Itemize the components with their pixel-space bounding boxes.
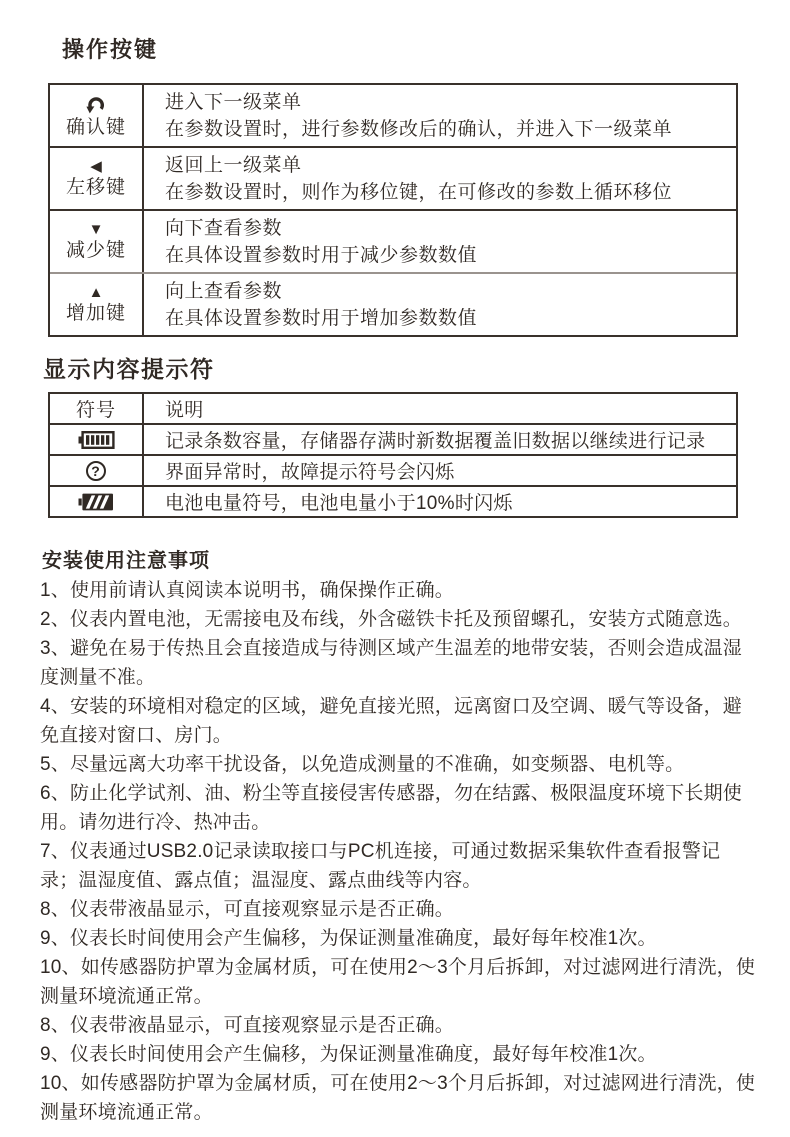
key-description-line: 向上查看参数 [165, 280, 283, 302]
symbol-header-cell: 符号 [50, 394, 144, 423]
description-header-cell: 说明 [165, 400, 204, 421]
note-item: 8、仪表带液晶显示，可直接观察显示是否正确。 [40, 899, 454, 920]
section-title-installation-notes: 安装使用注意事项 [42, 550, 210, 572]
table-row [50, 85, 736, 146]
note-item: 9、仪表长时间使用会产生偏移，为保证测量准确度，最好每年校准1次。 [40, 1044, 657, 1065]
note-item: 8、仪表带液晶显示，可直接观察显示是否正确。 [40, 1015, 454, 1036]
note-item: 10、如传感器防护罩为金属材质，可在使用2～3个月后拆卸，对过滤网进行清洗，使测量环境流通正常。 [40, 1073, 756, 1123]
table-row [50, 423, 736, 454]
up-triangle-icon: ▲ [88, 283, 104, 301]
key-description-line: 向下查看参数 [165, 217, 283, 239]
key-description-cell [144, 85, 736, 146]
table-row [50, 146, 736, 209]
section-title-display-indicators: 显示内容提示符 [43, 356, 215, 382]
note-item: 7、仪表通过USB2.0记录读取接口与PC机连接，可通过数据采集软件查看报警记录；温湿度值、露点值；温湿度、露点曲线等内容。 [40, 841, 721, 891]
key-description-line: 进入下一级菜单 [165, 91, 302, 113]
section-title-operation-keys: 操作按键 [62, 37, 159, 62]
table-row [50, 209, 736, 272]
key-description-cell [144, 274, 736, 335]
fault-question-icon: ? [86, 461, 106, 481]
key-symbol-cell [50, 274, 144, 335]
key-symbol-cell [50, 211, 144, 272]
key-description-line: 在具体设置参数时用于增加参数数值 [165, 307, 478, 329]
note-item: 1、使用前请认真阅读本说明书，确保操作正确。 [40, 580, 454, 601]
note-item: 10、如传感器防护罩为金属材质，可在使用2～3个月后拆卸，对过滤网进行清洗，使测量环境流通正常。 [40, 957, 756, 1007]
key-label: 增加键 [65, 302, 126, 324]
table-row [50, 485, 736, 516]
note-item: 5、尽量远离大功率干扰设备，以免造成测量的不准确，如变频器、电机等。 [40, 754, 685, 775]
display-indicators-table [48, 392, 738, 518]
table-row [50, 272, 736, 335]
key-description-line: 在具体设置参数时用于减少参数数值 [165, 244, 478, 266]
key-description-line: 在参数设置时，进行参数修改后的确认，并进入下一级菜单 [165, 118, 673, 140]
key-label: 确认键 [65, 116, 126, 138]
key-symbol-cell [50, 148, 144, 209]
key-description-line: 返回上一级菜单 [165, 154, 302, 176]
note-item: 3、避免在易于传热且会直接造成与待测区域产生温差的地带安装，否则会造成温湿度测量不准。 [40, 638, 742, 688]
key-symbol-cell [50, 85, 144, 146]
key-description-line: 在参数设置时，则作为移位键，在可修改的参数上循环移位 [165, 181, 673, 203]
left-triangle-icon: ◀ [90, 157, 102, 175]
indicator-symbol-cell [50, 487, 144, 516]
indicator-description: 电池电量符号，电池电量小于10%时闪烁 [165, 493, 513, 514]
rotate-arrow-icon [84, 93, 108, 115]
indicator-description: 界面异常时，故障提示符号会闪烁 [165, 462, 455, 483]
table-header-row [50, 394, 736, 423]
table-row [50, 454, 736, 485]
note-item: 6、防止化学试剂、油、粉尘等直接侵害传感器，勿在结露、极限温度环境下长期使用。请勿进行冷、热冲击。 [40, 783, 742, 833]
indicator-symbol-cell [50, 456, 144, 485]
indicator-symbol-cell [50, 425, 144, 454]
key-description-cell [144, 211, 736, 272]
note-item: 2、仪表内置电池，无需接电及布线，外含磁铁卡托及预留螺孔，安装方式随意选。 [40, 609, 742, 630]
down-triangle-icon: ▼ [88, 220, 104, 238]
key-description-cell [144, 148, 736, 209]
indicator-description: 记录条数容量，存储器存满时新数据覆盖旧数据以继续进行记录 [165, 431, 706, 452]
battery-level-icon [78, 492, 114, 512]
installation-notes-list [40, 576, 756, 1127]
note-item: 4、安装的环境相对稳定的区域，避免直接光照，远离窗口及空调、暖气等设备，避免直接对窗口、房门。 [40, 696, 742, 746]
record-capacity-icon [78, 430, 115, 450]
operation-keys-table [48, 83, 738, 337]
key-label: 左移键 [65, 176, 126, 198]
note-item: 9、仪表长时间使用会产生偏移，为保证测量准确度，最好每年校准1次。 [40, 928, 657, 949]
key-label: 减少键 [65, 239, 126, 261]
